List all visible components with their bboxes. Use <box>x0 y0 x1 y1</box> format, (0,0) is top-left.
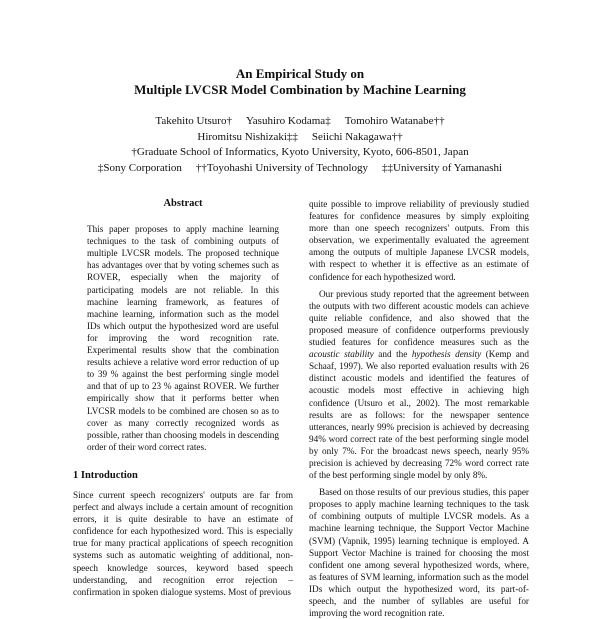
body-paragraph-1: quite possible to improve reliability of previously studied features for confidence measures by simply exploiting more than one speech recognizers' outputs. From this observation, we experimentally evaluated the agreement among the outputs of multiple Japanese LVCSR models, with respect to whether it is effective as an estimate of confidence for each hypothesized word. <box>309 199 529 282</box>
author-block <box>0 114 600 176</box>
author-name: Tomohiro Watanabe†† <box>344 115 445 127</box>
author-name: Takehito Utsuro† <box>155 115 232 127</box>
title-line-1: An Empirical Study on <box>235 66 365 81</box>
authors-line-1 <box>0 114 600 130</box>
paragraph-text: and the <box>373 349 412 360</box>
affiliation-line-2 <box>0 161 600 177</box>
body-paragraph-2 <box>309 288 529 482</box>
author-name: Hiromitsu Nishizaki‡‡ <box>197 130 298 143</box>
introduction-paragraph: Since current speech recognizers' outputs are far from perfect and always include a certain amount of recognition errors, it is quite desirable to have an estimate of confidence for each hypothesized word. This is especially true for many practical applications of speech recognition systems such as automatic weighting of additional, non-speech knowledge sources, keyword based speech understanding, and recognition error rejection – confirmation in spoken dialogue systems. Most of previous <box>73 489 293 597</box>
authors-line-2 <box>0 130 600 146</box>
right-column <box>309 198 529 619</box>
abstract-body: This paper proposes to apply machine learning techniques to the task of combining outputs of multiple LVCSR models. The proposed technique has advantages over that by voting schemes such as ROVER, especially when the majority of participating models are not reliable. In this machine learning framework, as features of machine learning, information such as the model IDs which output the hypothesized word are useful for improving the word recognition rate. Experimental results show that the combination results achieve a relative word error reduction of up to 39 % against the best performing single model and that of up to 23 % against ROVER. We further empirically show that it performs better when LVCSR models to be combined are chosen so as to cover as many correctly recognized words as possible, rather than choosing models in descending order of their word correct rates. <box>87 224 279 452</box>
author-name: Seiichi Nakagawa†† <box>311 130 403 143</box>
affiliation: ‡Sony Corporation <box>97 161 182 174</box>
title-line-2: Multiple LVCSR Model Combination by Machine Learning <box>134 82 466 97</box>
section-heading-introduction: 1 Introduction <box>73 469 138 481</box>
emphasis-hypothesis-density: hypothesis density <box>411 349 482 360</box>
emphasis-acoustic-stability: acoustic stability <box>309 349 374 360</box>
affiliation-line-1: †Graduate School of Informatics, Kyoto University, Kyoto, 606-8501, Japan <box>131 146 469 158</box>
left-column <box>73 198 293 598</box>
paper-title <box>0 66 600 98</box>
paragraph-text: Our previous study reported that the agreement between the outputs with two different acoustic models can achieve quite reliable confidence, and also showed that the proposed measure of confidence outperforms previously studied features for confidence measures such as the <box>309 288 529 348</box>
body-paragraph-3: Based on those results of our previous studies, this paper proposes to apply machine learning techniques to the task of combining outputs of multiple LVCSR models. As a machine learning technique, the Support Vector Machine (SVM) (Vapnik, 1995) learning technique is employed. A Support Vector Machine is trained for choosing the most confident one among several hypothesized words, where, as features of SVM learning, information such as the model IDs which output the hypothesized word, its part-of-speech, and the number of syllables are useful for improving the word recognition rate. <box>309 487 529 619</box>
affiliation: ‡‡University of Yamanashi <box>382 161 503 174</box>
paragraph-text: (Kemp and Schaaf, 1997). We also reported evaluation results with 26 distinct acoustic models and identified the features of acoustic models most effective in achieving high confidence (Utsuro et al., 2002). The most remarkable results are as follows: for the newspaper sentence utterances, nearly 99% precision is achieved by decreasing 94% word correct rate of the best performing single model by only 7%. For the broadcast news speech, nearly 95% precision is achieved by decreasing 72% word correct rate of the best performing single model by only 8%. <box>309 349 529 481</box>
author-name: Yasuhiro Kodama‡ <box>245 115 331 127</box>
affiliation: ††Toyohashi University of Technology <box>195 161 369 174</box>
abstract-heading: Abstract <box>163 198 203 209</box>
